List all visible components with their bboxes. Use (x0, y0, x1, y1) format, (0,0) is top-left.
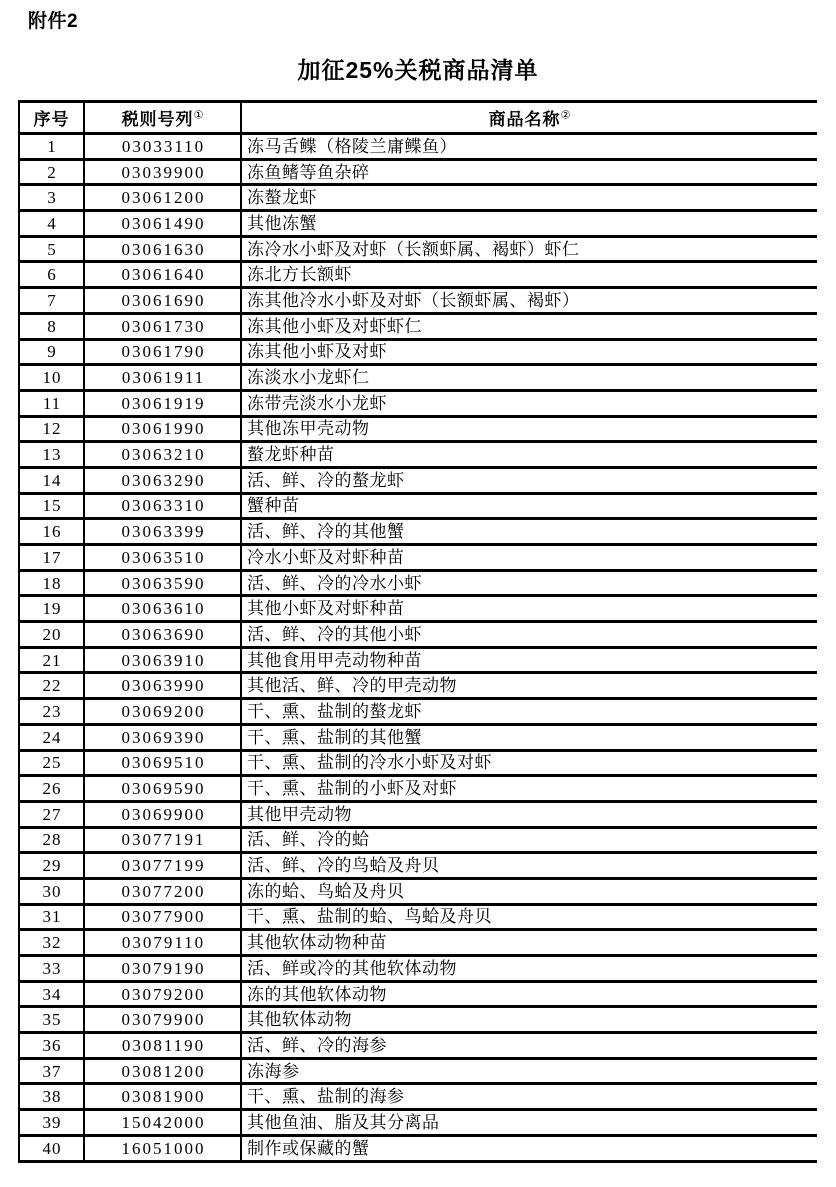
table-row (19, 185, 817, 211)
seq-cell: 19 (19, 596, 84, 622)
table-row (19, 211, 817, 237)
name-cell: 干、熏、盐制的螯龙虾 (241, 699, 817, 725)
seq-cell: 24 (19, 724, 84, 750)
table-row (19, 647, 817, 673)
name-cell: 活、鲜、冷的海参 (241, 1033, 817, 1059)
tariff-table (18, 100, 817, 1163)
table-row (19, 1007, 817, 1033)
code-cell: 03069390 (84, 724, 241, 750)
name-cell: 冻马舌鲽（格陵兰庸鲽鱼） (241, 134, 817, 160)
code-cell: 03061490 (84, 211, 241, 237)
header-seq (19, 102, 84, 134)
table-row (19, 519, 817, 545)
code-cell: 03069510 (84, 750, 241, 776)
name-cell: 螯龙虾种苗 (241, 442, 817, 468)
seq-cell: 31 (19, 904, 84, 930)
code-cell: 15042000 (84, 1110, 241, 1136)
seq-cell: 13 (19, 442, 84, 468)
code-cell: 03061630 (84, 236, 241, 262)
code-cell: 03063690 (84, 622, 241, 648)
tariff-table-body (19, 134, 817, 1162)
table-row (19, 570, 817, 596)
code-cell: 03061919 (84, 390, 241, 416)
code-cell: 03079190 (84, 956, 241, 982)
table-row (19, 750, 817, 776)
code-cell: 03063290 (84, 467, 241, 493)
table-row (19, 365, 817, 391)
name-cell: 其他软体动物种苗 (241, 930, 817, 956)
table-row (19, 1058, 817, 1084)
name-cell: 活、鲜、冷的其他蟹 (241, 519, 817, 545)
code-cell: 03061690 (84, 288, 241, 314)
header-tariff-code-label: 税则号列 (121, 110, 194, 129)
code-cell: 03063990 (84, 673, 241, 699)
table-row (19, 596, 817, 622)
table-row (19, 390, 817, 416)
seq-cell: 5 (19, 236, 84, 262)
seq-cell: 14 (19, 467, 84, 493)
seq-cell: 23 (19, 699, 84, 725)
table-row (19, 699, 817, 725)
table-row (19, 416, 817, 442)
code-cell: 03063510 (84, 545, 241, 571)
table-row (19, 904, 817, 930)
seq-cell: 28 (19, 827, 84, 853)
name-cell: 其他冻甲壳动物 (241, 416, 817, 442)
seq-cell: 29 (19, 853, 84, 879)
seq-cell: 18 (19, 570, 84, 596)
header-tariff-code-footnote-mark: ① (193, 109, 204, 122)
code-cell: 03061200 (84, 185, 241, 211)
name-cell: 活、鲜、冷的蛤 (241, 827, 817, 853)
page-title: 加征25%关税商品清单 (297, 57, 539, 83)
table-row (19, 724, 817, 750)
name-cell: 其他小虾及对虾种苗 (241, 596, 817, 622)
table-row (19, 467, 817, 493)
header-tariff-code (84, 102, 241, 134)
code-cell: 03063399 (84, 519, 241, 545)
seq-cell: 4 (19, 211, 84, 237)
name-cell: 制作或保藏的蟹 (241, 1135, 817, 1161)
name-cell: 冻鱼鳍等鱼杂碎 (241, 159, 817, 185)
seq-cell: 11 (19, 390, 84, 416)
code-cell: 03061990 (84, 416, 241, 442)
seq-cell: 21 (19, 647, 84, 673)
seq-cell: 20 (19, 622, 84, 648)
seq-cell: 6 (19, 262, 84, 288)
code-cell: 03063310 (84, 493, 241, 519)
name-cell: 冻其他冷水小虾及对虾（长额虾属、褐虾） (241, 288, 817, 314)
code-cell: 03039900 (84, 159, 241, 185)
code-cell: 03061640 (84, 262, 241, 288)
header-row (19, 102, 817, 134)
header-product-name-label: 商品名称 (488, 110, 561, 129)
seq-cell: 33 (19, 956, 84, 982)
table-row (19, 339, 817, 365)
table-row (19, 1135, 817, 1161)
table-row (19, 313, 817, 339)
attachment-label: 附件2 (28, 11, 79, 32)
code-cell: 03077199 (84, 853, 241, 879)
code-cell: 03081900 (84, 1084, 241, 1110)
code-cell: 03069590 (84, 776, 241, 802)
code-cell: 03079110 (84, 930, 241, 956)
code-cell: 03079200 (84, 981, 241, 1007)
name-cell: 冻的其他软体动物 (241, 981, 817, 1007)
name-cell: 其他鱼油、脂及其分离品 (241, 1110, 817, 1136)
code-cell: 03061911 (84, 365, 241, 391)
seq-cell: 38 (19, 1084, 84, 1110)
code-cell: 03077191 (84, 827, 241, 853)
header-product-name (241, 102, 817, 134)
name-cell: 冻螯龙虾 (241, 185, 817, 211)
code-cell: 03063590 (84, 570, 241, 596)
code-cell: 03069900 (84, 801, 241, 827)
name-cell: 冻的蛤、鸟蛤及舟贝 (241, 878, 817, 904)
name-cell: 活、鲜、冷的鸟蛤及舟贝 (241, 853, 817, 879)
seq-cell: 25 (19, 750, 84, 776)
table-row (19, 442, 817, 468)
code-cell: 03063210 (84, 442, 241, 468)
seq-cell: 9 (19, 339, 84, 365)
name-cell: 其他冻蟹 (241, 211, 817, 237)
name-cell: 活、鲜、冷的其他小虾 (241, 622, 817, 648)
name-cell: 冷水小虾及对虾种苗 (241, 545, 817, 571)
code-cell: 03081200 (84, 1058, 241, 1084)
table-row (19, 878, 817, 904)
seq-cell: 27 (19, 801, 84, 827)
code-cell: 03077900 (84, 904, 241, 930)
table-row (19, 801, 817, 827)
seq-cell: 39 (19, 1110, 84, 1136)
seq-cell: 2 (19, 159, 84, 185)
name-cell: 蟹种苗 (241, 493, 817, 519)
name-cell: 冻其他小虾及对虾虾仁 (241, 313, 817, 339)
name-cell: 干、熏、盐制的海参 (241, 1084, 817, 1110)
seq-cell: 32 (19, 930, 84, 956)
code-cell: 16051000 (84, 1135, 241, 1161)
table-row (19, 622, 817, 648)
seq-cell: 12 (19, 416, 84, 442)
code-cell: 03061790 (84, 339, 241, 365)
seq-cell: 10 (19, 365, 84, 391)
table-row (19, 545, 817, 571)
header-seq-label: 序号 (33, 110, 70, 129)
seq-cell: 37 (19, 1058, 84, 1084)
table-row (19, 288, 817, 314)
table-row (19, 159, 817, 185)
name-cell: 活、鲜、冷的冷水小虾 (241, 570, 817, 596)
seq-cell: 7 (19, 288, 84, 314)
table-row (19, 673, 817, 699)
table-row (19, 827, 817, 853)
code-cell: 03061730 (84, 313, 241, 339)
code-cell: 03077200 (84, 878, 241, 904)
name-cell: 冻淡水小龙虾仁 (241, 365, 817, 391)
name-cell: 冻海参 (241, 1058, 817, 1084)
seq-cell: 22 (19, 673, 84, 699)
seq-cell: 35 (19, 1007, 84, 1033)
name-cell: 冻冷水小虾及对虾（长额虾属、褐虾）虾仁 (241, 236, 817, 262)
name-cell: 干、熏、盐制的蛤、鸟蛤及舟贝 (241, 904, 817, 930)
name-cell: 其他甲壳动物 (241, 801, 817, 827)
table-row (19, 493, 817, 519)
seq-cell: 34 (19, 981, 84, 1007)
name-cell: 干、熏、盐制的小虾及对虾 (241, 776, 817, 802)
name-cell: 活、鲜、冷的螯龙虾 (241, 467, 817, 493)
table-row (19, 1084, 817, 1110)
code-cell: 03081190 (84, 1033, 241, 1059)
seq-cell: 1 (19, 134, 84, 160)
seq-cell: 26 (19, 776, 84, 802)
seq-cell: 17 (19, 545, 84, 571)
table-row (19, 776, 817, 802)
table-row (19, 981, 817, 1007)
table-row (19, 1110, 817, 1136)
name-cell: 干、熏、盐制的冷水小虾及对虾 (241, 750, 817, 776)
name-cell: 冻其他小虾及对虾 (241, 339, 817, 365)
seq-cell: 8 (19, 313, 84, 339)
seq-cell: 16 (19, 519, 84, 545)
name-cell: 干、熏、盐制的其他蟹 (241, 724, 817, 750)
name-cell: 冻带壳淡水小龙虾 (241, 390, 817, 416)
table-row (19, 134, 817, 160)
table-row (19, 853, 817, 879)
table-header (19, 102, 817, 134)
code-cell: 03033110 (84, 134, 241, 160)
code-cell: 03069200 (84, 699, 241, 725)
name-cell: 其他活、鲜、冷的甲壳动物 (241, 673, 817, 699)
name-cell: 其他软体动物 (241, 1007, 817, 1033)
seq-cell: 15 (19, 493, 84, 519)
table-row (19, 956, 817, 982)
name-cell: 活、鲜或冷的其他软体动物 (241, 956, 817, 982)
table-row (19, 236, 817, 262)
seq-cell: 40 (19, 1135, 84, 1161)
table-row (19, 1033, 817, 1059)
seq-cell: 36 (19, 1033, 84, 1059)
seq-cell: 30 (19, 878, 84, 904)
name-cell: 冻北方长额虾 (241, 262, 817, 288)
code-cell: 03063610 (84, 596, 241, 622)
code-cell: 03079900 (84, 1007, 241, 1033)
code-cell: 03063910 (84, 647, 241, 673)
table-row (19, 930, 817, 956)
name-cell: 其他食用甲壳动物种苗 (241, 647, 817, 673)
seq-cell: 3 (19, 185, 84, 211)
header-product-name-footnote-mark: ② (560, 109, 571, 122)
table-row (19, 262, 817, 288)
